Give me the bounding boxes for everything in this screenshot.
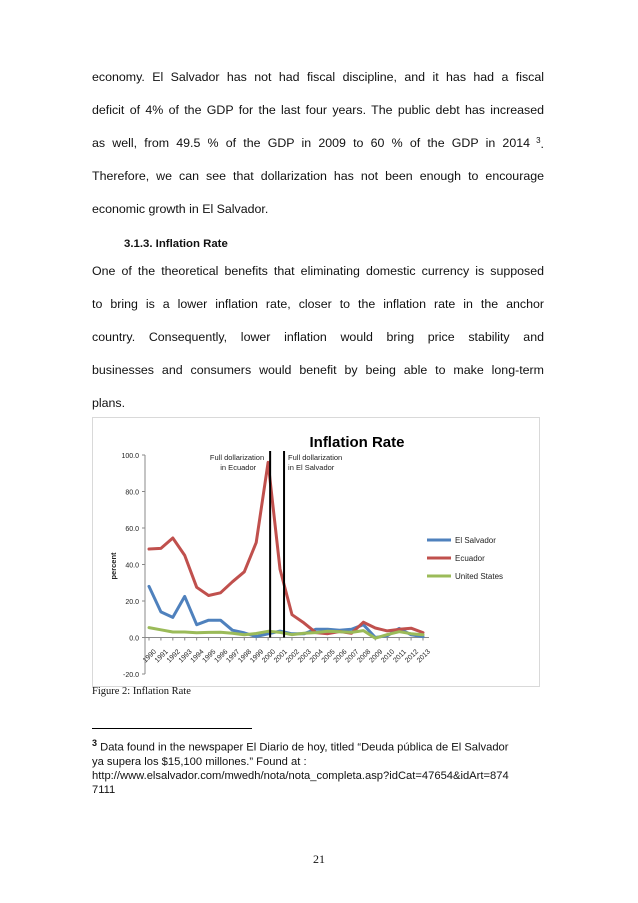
text-line: economic growth in El Salvador.: [92, 202, 269, 216]
x-tick-label: 2011: [392, 648, 408, 665]
x-tick-label: 1992: [165, 648, 182, 665]
y-tick-label: 60.0: [125, 526, 139, 533]
x-tick-label: 2010: [380, 648, 397, 665]
x-tick-label: 2008: [356, 648, 373, 665]
text-line: plans.: [92, 396, 126, 410]
x-tick-label: 1995: [201, 648, 218, 665]
text-line: to bring is a lower inflation rate, closer to the inflation rate in the anchor: [92, 297, 544, 311]
text-line: Therefore, we can see that dollarization has not been enough to encourage: [92, 169, 544, 183]
period: .: [540, 137, 544, 152]
x-tick-label: 1996: [213, 648, 230, 665]
x-tick-label: 2013: [415, 648, 432, 665]
x-tick-label: 1991: [153, 648, 170, 665]
y-tick-label: 20.0: [125, 599, 139, 606]
text-line-with-footnote: [92, 136, 544, 151]
annotation-label-line2: in El Salvador: [288, 463, 335, 472]
footnote-line-2: ya supera los $15,100 millones.” Found at :: [92, 755, 307, 768]
footnote: [92, 736, 552, 797]
chart-canvas: [93, 418, 539, 686]
annotation-label-line1: Full dollarization: [209, 453, 265, 462]
text-line: businesses and consumers would benefit by being able to make long-term: [92, 363, 544, 377]
x-tick-label: 2012: [404, 648, 421, 665]
x-tick-label: 2009: [368, 648, 385, 665]
x-tick-label: 1993: [177, 648, 194, 665]
x-tick-label: 2001: [273, 648, 289, 665]
y-tick-label: 100.0: [121, 453, 139, 460]
annotation-label-line2: in Ecuador: [220, 463, 257, 472]
figure-caption: Figure 2: Inflation Rate: [92, 686, 191, 697]
x-tick-label: 1997: [225, 648, 242, 665]
x-tick-label: 2000: [261, 648, 278, 665]
text-line: as well, from 49.5 % of the GDP in 2009 to 60 % of the GDP in 2014: [92, 136, 530, 150]
text-line: country. Consequently, lower inflation would bring price stability and: [92, 330, 544, 344]
text-line: One of the theoretical benefits that eliminating domestic currency is supposed: [92, 264, 544, 278]
legend-label: El Salvador: [455, 536, 496, 545]
y-axis-label: percent: [109, 552, 118, 580]
annotation-label-line1: Full dollarization: [288, 453, 343, 462]
x-tick-label: 1998: [237, 648, 254, 665]
x-tick-label: 2005: [320, 648, 337, 665]
chart-title: Inflation Rate: [309, 434, 405, 451]
footnote-ref[interactable]: 3: [536, 136, 541, 145]
inflation-chart: [92, 417, 540, 687]
footnote-divider: [92, 728, 252, 729]
x-tick-label: 1999: [249, 648, 266, 665]
x-tick-label: 1994: [189, 648, 206, 665]
footnote-line-1: [92, 736, 552, 755]
text-line: deficit of 4% of the GDP for the last four years. The public debt has increased: [92, 103, 544, 117]
footnote-url-cont[interactable]: 7111: [92, 783, 116, 796]
x-tick-label: 2002: [284, 648, 301, 665]
text-line: economy. El Salvador has not had fiscal discipline, and it has had a fiscal: [92, 70, 544, 84]
x-tick-label: 2004: [308, 648, 325, 665]
x-tick-label: 2007: [344, 648, 361, 665]
x-tick-label: 1990: [141, 648, 158, 665]
y-tick-label: 80.0: [125, 489, 139, 497]
legend-label: Ecuador: [455, 554, 485, 563]
x-tick-label: 2003: [296, 648, 313, 665]
y-tick-label: 0.0: [129, 635, 139, 643]
footnote-url[interactable]: http://www.elsalvador.com/mwedh/nota/nota_completa.asp?idCat=47654&idArt=874: [92, 769, 509, 782]
footnote-number: 3: [92, 738, 98, 748]
footnote-text: Data found in the newspaper El Diario de hoy, titled “Deuda pública de El Salvador: [97, 741, 509, 754]
y-tick-label: 40.0: [125, 562, 139, 570]
y-tick-label: -20.0: [123, 672, 139, 679]
legend-label: United States: [455, 572, 504, 581]
section-heading: 3.1.3. Inflation Rate: [124, 238, 228, 250]
page-number: 21: [313, 852, 325, 866]
x-tick-label: 2006: [332, 648, 349, 665]
